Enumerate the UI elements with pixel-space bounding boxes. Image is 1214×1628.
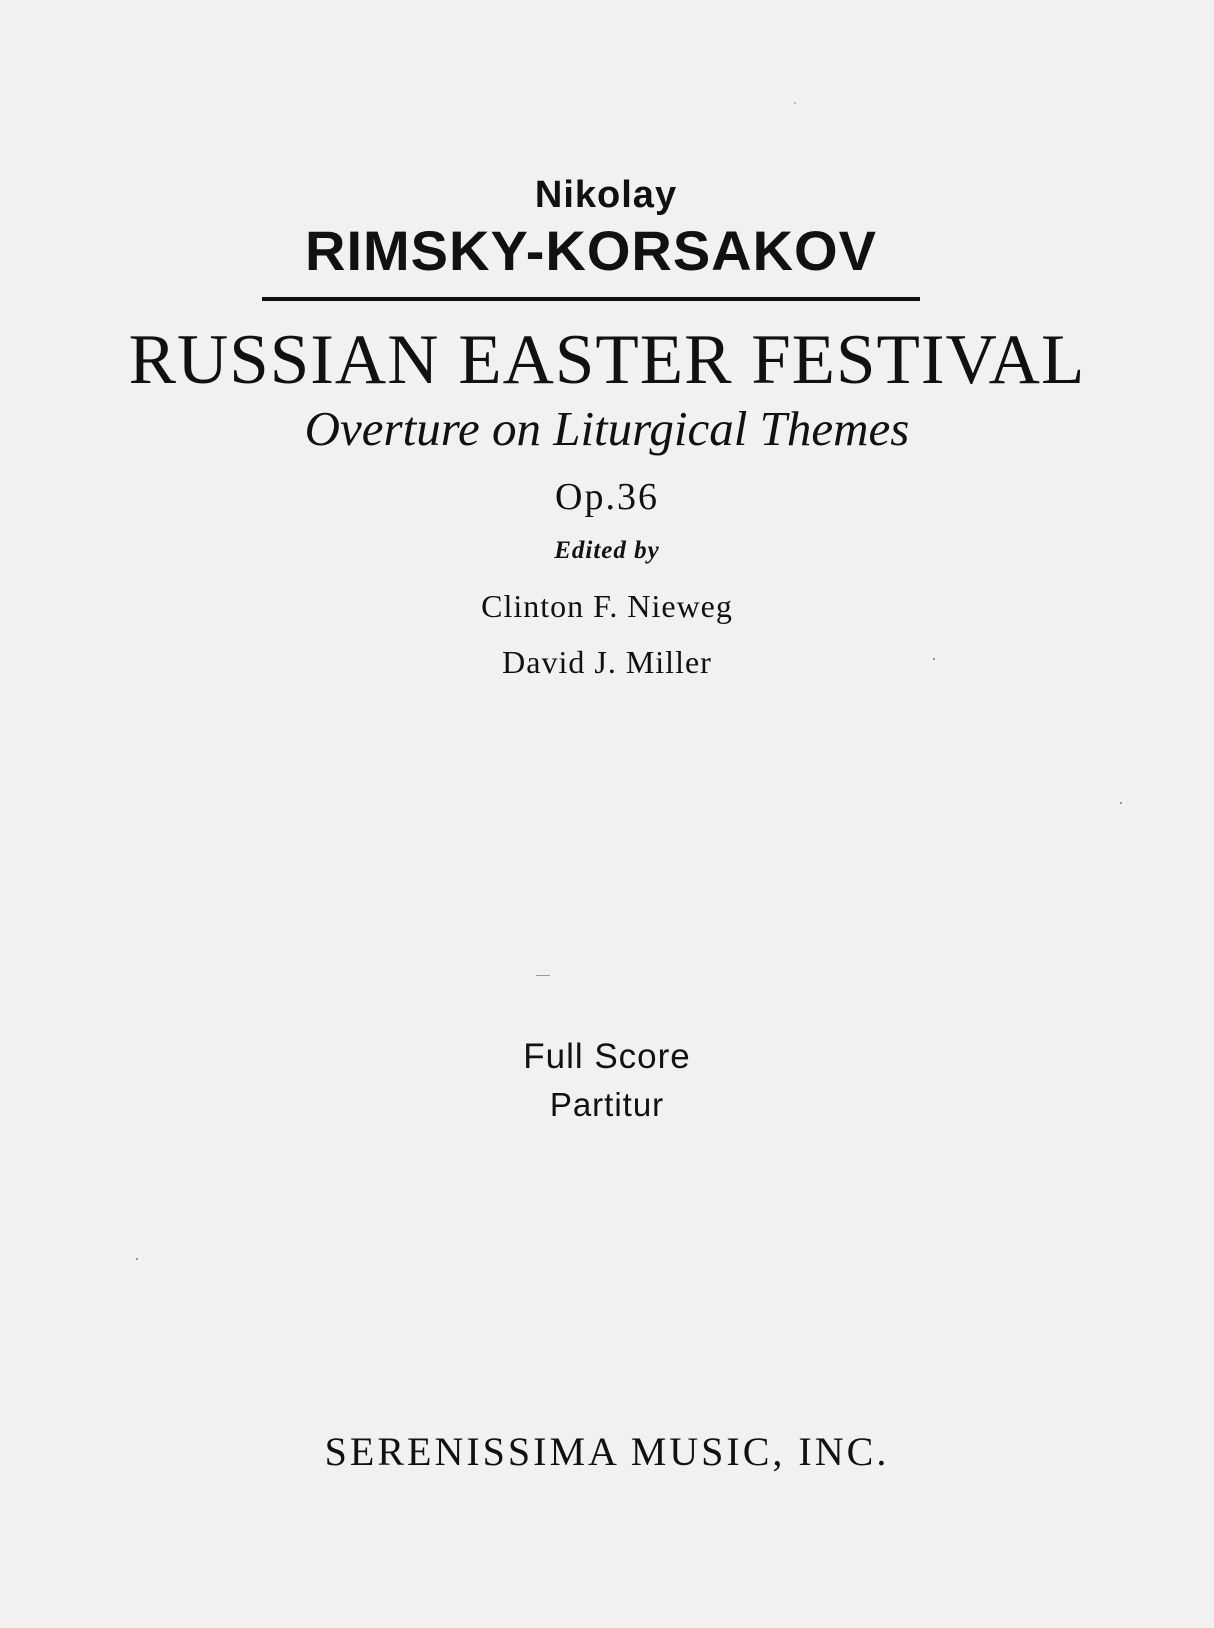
scan-speck	[136, 1258, 138, 1260]
scan-speck	[1120, 802, 1122, 804]
score-type-label: Full Score	[523, 1037, 691, 1076]
work-subtitle: Overture on Liturgical Themes	[304, 401, 910, 456]
composer-last-name: RIMSKY-KORSAKOV	[305, 219, 877, 282]
publisher-name: SERENISSIMA MUSIC, INC.	[324, 1429, 890, 1474]
composer-last-name-block	[262, 219, 920, 282]
editor-name: Clinton F. Nieweg	[481, 588, 733, 624]
scan-speck	[794, 102, 796, 104]
composer-underline-rule	[262, 297, 920, 301]
work-title: RUSSIAN EASTER FESTIVAL	[128, 321, 1086, 399]
editor-name: David J. Miller	[502, 644, 712, 680]
scan-speck	[536, 975, 550, 976]
opus-number: Op.36	[555, 476, 659, 518]
scan-speck	[933, 658, 935, 660]
score-type-german-label: Partitur	[549, 1086, 665, 1123]
edited-by-label: Edited by	[554, 537, 660, 564]
composer-first-name: Nikolay	[534, 174, 678, 216]
